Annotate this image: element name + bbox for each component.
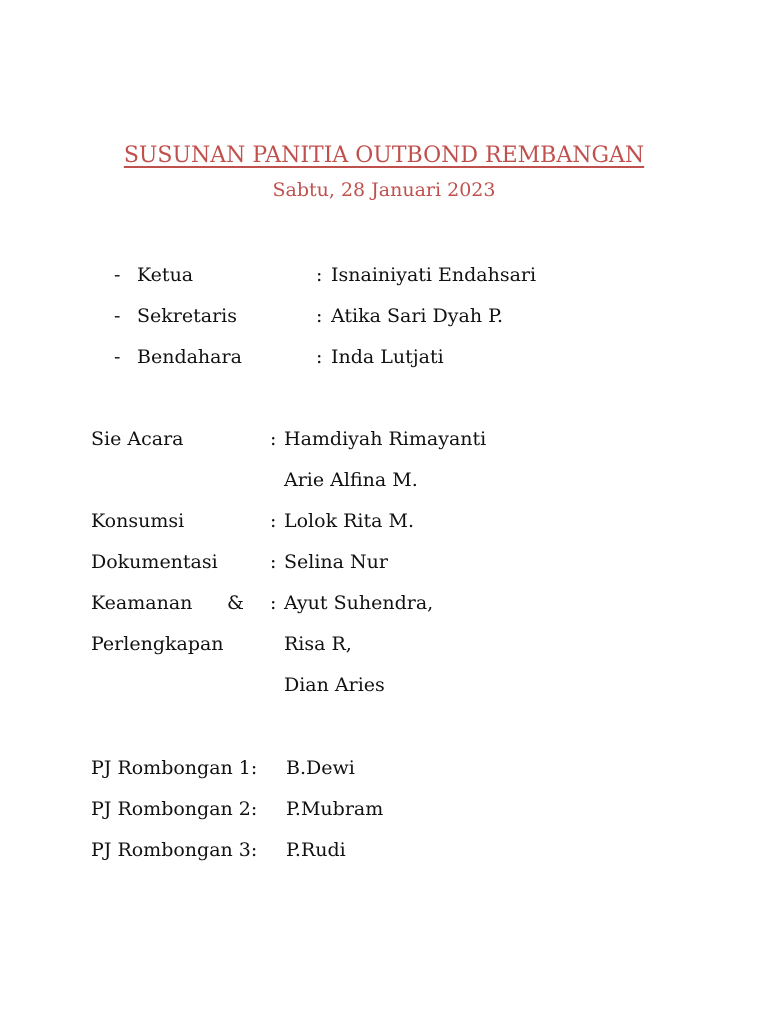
list-bullet: - [114, 346, 121, 368]
member-name: Isnainiyati Endahsari [331, 264, 537, 286]
section-label: Konsumsi [91, 510, 185, 532]
section-label: Dokumentasi [91, 551, 218, 573]
section-row-acara [0, 425, 768, 453]
member-name: Hamdiyah Rimayanti [284, 428, 487, 450]
member-name: Inda Lutjati [331, 346, 444, 368]
committee-row-bendahara [0, 343, 768, 371]
rombongan-label: PJ Rombongan 3: [91, 839, 258, 861]
member-name: Lolok Rita M. [284, 510, 415, 532]
section-label: Perlengkapan [91, 633, 224, 655]
section-row-dokumentasi [0, 548, 768, 576]
member-name: Arie Alfina M. [284, 469, 418, 491]
rombongan-row-3 [0, 836, 768, 864]
member-name: P.Rudi [286, 839, 346, 861]
colon-separator: : [316, 264, 323, 286]
list-bullet: - [114, 264, 121, 286]
colon-separator: : [316, 346, 323, 368]
member-name: P.Mubram [286, 798, 384, 820]
section-row-perlengkapan-cont [0, 671, 768, 699]
member-name: Ayut Suhendra, [284, 592, 434, 614]
member-name: Selina Nur [284, 551, 388, 573]
rombongan-label: PJ Rombongan 1: [91, 757, 258, 779]
member-name: B.Dewi [286, 757, 355, 779]
role-label: Bendahara [137, 346, 242, 368]
colon-separator: : [270, 551, 277, 573]
colon-separator: : [270, 592, 277, 614]
document-title: SUSUNAN PANITIA OUTBOND REMBANGAN [123, 143, 645, 168]
section-row-konsumsi [0, 507, 768, 535]
ampersand: & [227, 592, 244, 614]
member-name: Risa R, [284, 633, 352, 655]
colon-separator: : [316, 305, 323, 327]
section-row-perlengkapan [0, 630, 768, 658]
colon-separator: : [270, 510, 277, 532]
committee-row-ketua [0, 261, 768, 289]
member-name: Atika Sari Dyah P. [331, 305, 504, 327]
role-label: Ketua [137, 264, 194, 286]
list-bullet: - [114, 305, 121, 327]
section-row-keamanan [0, 589, 768, 617]
section-label: Keamanan [91, 592, 193, 614]
event-date: Sabtu, 28 Januari 2023 [272, 179, 496, 201]
colon-separator: : [270, 428, 277, 450]
role-label: Sekretaris [137, 305, 237, 327]
rombongan-label: PJ Rombongan 2: [91, 798, 258, 820]
section-label: Sie Acara [91, 428, 184, 450]
rombongan-row-2 [0, 795, 768, 823]
rombongan-row-1 [0, 754, 768, 782]
committee-row-sekretaris [0, 302, 768, 330]
section-row-acara-cont [0, 466, 768, 494]
member-name: Dian Aries [284, 674, 385, 696]
